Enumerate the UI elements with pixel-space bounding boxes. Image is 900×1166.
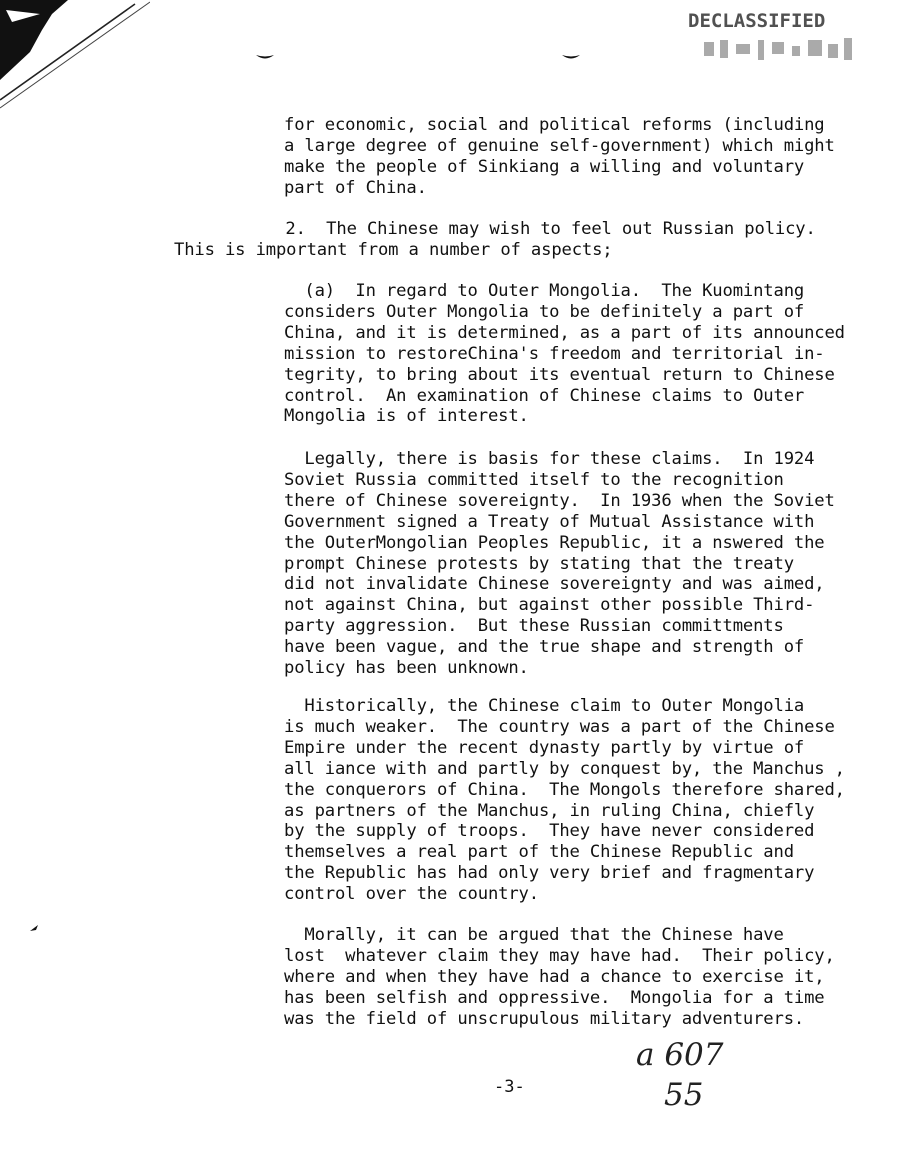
paragraph-morally: Morally, it can be argued that the Chinese have lost whatever claim they may have had. Their policy, where and when they have had a chance to exercise it, has been selfish and oppressive. Mongolia for a time was the field of unscrupulous military adventurers. [284, 925, 835, 1029]
punch-mark-right [562, 53, 580, 61]
handwritten-note-line1: a 607 [636, 1037, 724, 1073]
paragraph-two: 2. The Chinese may wish to feel out Russian policy. This is important from a number of aspects; [174, 219, 816, 260]
stamp-smudge [700, 36, 860, 74]
paragraph-legally: Legally, there is basis for these claims. In 1924 Soviet Russia committed itself to the recognition there of Chinese sovereignty. In 1936 when the Soviet Government signed a Treaty of Mutual Assistance with the OuterMongolian Peoples Republic, it a nswered the prompt Chinese protests by stating that the treaty did not invalidate Chinese sovereignty and was aimed, not against China, but against other possible Third- party aggression. But these Russian committments have been vague, and the true shape and strength of policy has been unknown. [284, 449, 835, 679]
handwritten-note-line2: 55 [664, 1077, 704, 1113]
corner-fold-mark [0, 0, 150, 110]
margin-mark [30, 925, 38, 931]
paragraph-historically: Historically, the Chinese claim to Outer Mongolia is much weaker. The country was a part of the Chinese Empire under the recent dynasty partly by virtue of all iance with and partly by conquest by, the Manchus , the conquerors of China. The Mongols therefore shared, as partners of the Manchus, in ruling China, chiefly by the supply of troops. They have never considered themselves a real part of the Chinese Republic and the Republic has had only very brief and fragmentary control over the country. [284, 696, 845, 905]
paragraph-a: (a) In regard to Outer Mongolia. The Kuomintang considers Outer Mongolia to be definitely a part of China, and it is determined, as a part of its announced mission to restoreChina's freedom and territorial in- tegrity, to bring about its eventual return to Chinese control. An examination of Chinese claims to Outer Mongolia is of interest. [284, 281, 845, 427]
punch-mark-left [256, 53, 274, 61]
paragraph-intro: for economic, social and political reforms (including a large degree of genuine self-government) which might make the people of Sinkiang a willing and voluntary part of China. [284, 115, 835, 198]
declassified-stamp: DECLASSIFIED [688, 10, 826, 32]
page-number: -3- [494, 1077, 525, 1097]
